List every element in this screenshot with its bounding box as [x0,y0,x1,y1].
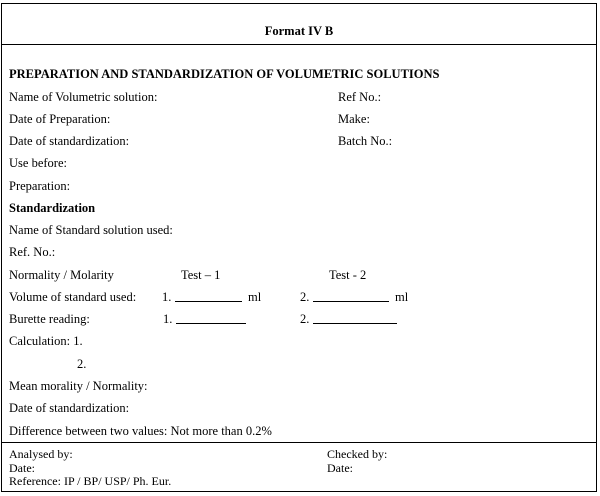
standard-solution-label: Name of Standard solution used: [9,223,173,237]
difference-label: Difference between two values: Not more than 0.2% [9,424,272,438]
reference-label: Reference: IP / BP/ USP/ Ph. Eur. [9,474,172,488]
footer-divider [2,442,596,443]
burette-reading-label: Burette reading: [9,312,90,326]
preparation-label: Preparation: [9,179,71,193]
section-title: PREPARATION AND STANDARDIZATION OF VOLUMETRIC SOLUTIONS [9,67,440,81]
checked-by-label: Checked by: [327,447,388,461]
date-standardization-label: Date of standardization: [9,134,130,148]
standardization-heading: Standardization [9,201,96,215]
burette-1-blank[interactable] [176,323,246,324]
volume-2-unit: ml [395,290,409,304]
volume-2-blank[interactable] [313,301,389,302]
ref-no-label: Ref No.: [338,90,382,104]
date-standardization-2-label: Date of standardization: [9,401,130,415]
test-1-label: Test – 1 [181,268,221,282]
volume-item-2-number: 2. [300,290,310,304]
burette-2-blank[interactable] [313,323,397,324]
normality-molarity-label: Normality / Molarity [9,268,114,282]
batch-no-label: Batch No.: [338,134,393,148]
burette-item-1-number: 1. [163,312,173,326]
mean-normality-label: Mean morality / Normality: [9,379,148,393]
form-frame [1,3,597,492]
volume-1-unit: ml [248,290,262,304]
format-label: Format IV B [264,24,334,38]
date-right-label: Date: [327,461,353,475]
calculation-label: Calculation: 1. [9,334,83,348]
volume-1-blank[interactable] [175,301,242,302]
volume-standard-label: Volume of standard used: [9,290,137,304]
test-2-label: Test - 2 [329,268,367,282]
make-label: Make: [338,112,370,126]
date-preparation-label: Date of Preparation: [9,112,111,126]
calculation-item-2-number: 2. [77,357,87,371]
burette-item-2-number: 2. [300,312,310,326]
volumetric-solution-label: Name of Volumetric solution: [9,90,158,104]
header-divider [2,44,596,45]
volume-item-1-number: 1. [162,290,172,304]
date-left-label: Date: [9,461,35,475]
use-before-label: Use before: [9,156,67,170]
analysed-by-label: Analysed by: [9,447,73,461]
ref-no-standard-label: Ref. No.: [9,245,56,259]
